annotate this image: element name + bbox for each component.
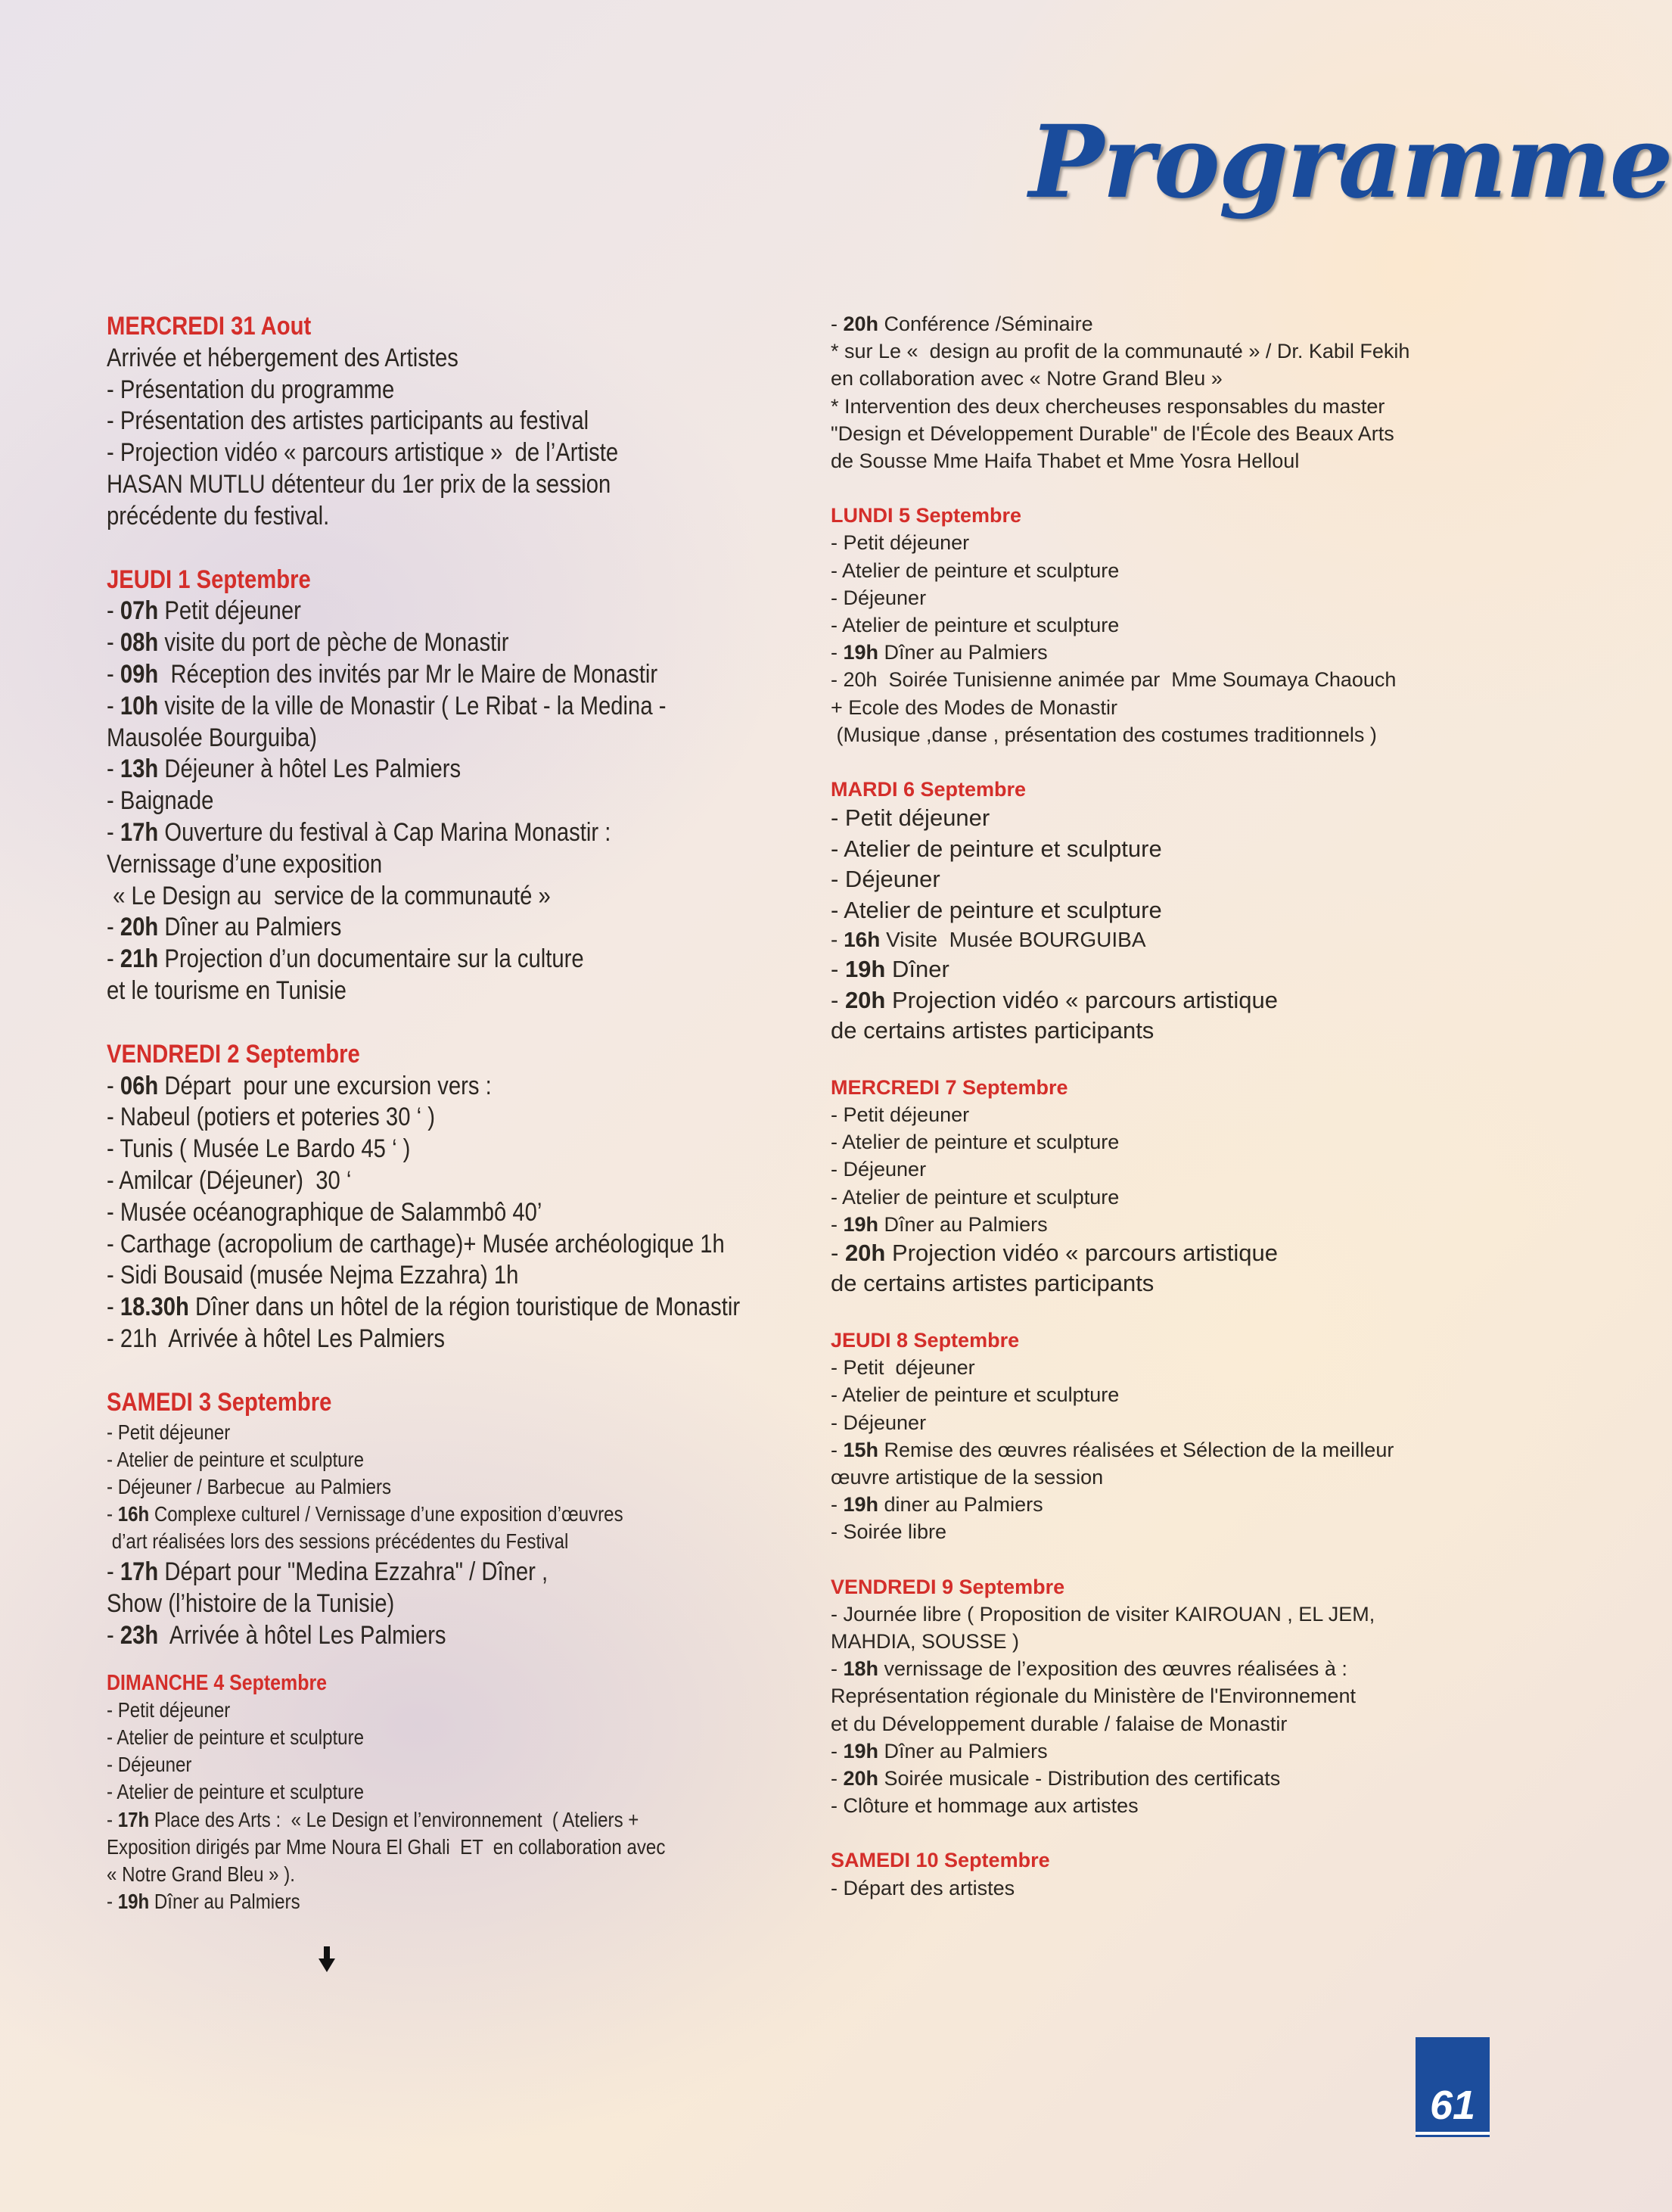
section-gap [107, 1651, 770, 1669]
line-prefix: - [107, 1557, 120, 1586]
program-line [831, 420, 1496, 447]
left-content [107, 311, 770, 1915]
program-line [107, 723, 770, 754]
right-content [831, 310, 1496, 1929]
program-line [107, 849, 770, 881]
day-heading: LUNDI 5 Septembre [831, 504, 1022, 527]
line-text: - Déjeuner [107, 1753, 192, 1777]
line-text: - Sidi Bousaid (musée Nejma Ezzahra) 1h [107, 1261, 519, 1290]
section-gap [107, 533, 770, 565]
program-line [107, 1834, 770, 1861]
program-line [107, 1473, 770, 1501]
program-line [107, 1724, 770, 1751]
line-text: Visite Musée BOURGUIBA [880, 928, 1146, 952]
program-line [831, 1792, 1496, 1819]
day-heading: DIMANCHE 4 Septembre [107, 1670, 328, 1695]
program-line [831, 1409, 1496, 1436]
line-time: 19h [843, 1212, 879, 1236]
line-text: Exposition dirigés par Mme Noura El Ghali ET en collaboration avec [107, 1834, 666, 1859]
program-line [831, 1655, 1496, 1682]
page-number: 61 [1429, 2083, 1476, 2128]
line-time: 17h [117, 1807, 150, 1831]
program-line [107, 1260, 770, 1292]
line-text: œuvre artistique de la session [831, 1465, 1104, 1489]
line-text: - Déjeuner / Barbecue au Palmiers [107, 1474, 392, 1498]
line-text: - Déjeuner [831, 866, 940, 893]
line-time: 19h [117, 1890, 150, 1914]
line-time: 21h [120, 944, 159, 974]
program-line [107, 1588, 770, 1619]
program-line [831, 1016, 1496, 1047]
program-line [831, 1601, 1496, 1628]
line-text: de certains artistes participants [831, 1017, 1155, 1044]
line-prefix: - [831, 1493, 844, 1517]
program-line [831, 365, 1496, 392]
program-line [831, 1874, 1496, 1902]
line-text: * sur Le « design au profit de la communauté » / Dr. Kabil Fekih [831, 340, 1410, 363]
day-heading: MARDI 6 Septembre [831, 778, 1027, 801]
right-column [831, 310, 1496, 1929]
line-text: d’art réalisées lors des sessions précédentes du Festival [107, 1529, 569, 1554]
line-prefix: - [831, 641, 844, 664]
line-text: et le tourisme en Tunisie [107, 975, 347, 1005]
line-prefix: - [107, 913, 120, 942]
line-text: - Amilcar (Déjeuner) 30 ‘ [107, 1165, 352, 1195]
program-line [107, 944, 770, 975]
line-time: 16h [117, 1502, 150, 1526]
line-text: - Petit déjeuner [107, 1697, 231, 1722]
line-prefix: - [107, 754, 120, 784]
page-title [1029, 91, 1672, 235]
program-line [831, 1238, 1496, 1269]
line-prefix: - [831, 928, 844, 952]
program-line [831, 1518, 1496, 1545]
line-text: (Musique ,danse , présentation des costumes traditionnels ) [831, 723, 1377, 746]
line-prefix: - [107, 659, 120, 689]
line-text: - Petit déjeuner [107, 1420, 231, 1444]
line-prefix: - [107, 817, 120, 847]
program-line [831, 954, 1496, 985]
line-text: - Clôture et hommage aux artistes [831, 1794, 1139, 1818]
line-text: Projection vidéo « parcours artistique [885, 986, 1279, 1013]
program-line [107, 1134, 770, 1165]
program-line [107, 375, 770, 406]
day-heading: MERCREDI 7 Septembre [831, 1075, 1068, 1099]
program-line [831, 1354, 1496, 1381]
section-gap [831, 1902, 1496, 1929]
day-heading: SAMEDI 10 Septembre [831, 1849, 1050, 1872]
line-time: 16h [844, 928, 881, 952]
line-text: - Musée océanographique de Salammbô 40’ [107, 1197, 542, 1227]
line-text: Représentation régionale du Ministère de l'Environnement [831, 1685, 1357, 1708]
section-gap [831, 1047, 1496, 1074]
program-line [831, 1628, 1496, 1655]
line-text: - Atelier de peinture et sculpture [831, 1131, 1120, 1154]
line-prefix: - [107, 691, 120, 720]
program-line [107, 1888, 770, 1915]
line-prefix: - [107, 1620, 120, 1650]
program-line [831, 1184, 1496, 1211]
line-text: diner au Palmiers [878, 1493, 1043, 1517]
line-text: - Atelier de peinture et sculpture [107, 1447, 364, 1471]
line-prefix: - [831, 1438, 844, 1461]
line-text: Place des Arts : « Le Design et l’environnement ( Ateliers + [149, 1807, 639, 1831]
section-gap [831, 748, 1496, 776]
program-line [831, 721, 1496, 748]
line-text: - Atelier de peinture et sculpture [831, 1383, 1120, 1407]
program-line [831, 1436, 1496, 1464]
line-text: Projection d’un documentaire sur la culture [158, 944, 584, 974]
section-gap [831, 474, 1496, 502]
line-prefix: - [107, 1071, 120, 1100]
line-prefix: - [107, 1807, 118, 1831]
arrow-down-icon [319, 1946, 335, 1972]
line-text: Dîner au Palmiers [878, 641, 1048, 664]
day-heading: JEUDI 8 Septembre [831, 1328, 1020, 1352]
line-text: - 20h Soirée Tunisienne animée par Mme Soumaya Chaouch [831, 668, 1397, 692]
line-text: Dîner au Palmiers [878, 1212, 1048, 1236]
section-gap [831, 1546, 1496, 1573]
program-line [107, 912, 770, 944]
program-line [107, 691, 770, 723]
section-gap [831, 1819, 1496, 1846]
program-line [831, 1101, 1496, 1128]
line-text: - Présentation des artistes participants au festival [107, 406, 589, 436]
program-line [831, 584, 1496, 611]
program-line [831, 803, 1496, 834]
line-text: "Design et Développement Durable" de l'École des Beaux Arts [831, 422, 1394, 445]
program-line [831, 1211, 1496, 1238]
program-line [107, 1102, 770, 1134]
program-line [107, 596, 770, 627]
day-heading: JEUDI 1 Septembre [107, 565, 311, 594]
program-line [831, 895, 1496, 926]
page-number-underline [1416, 2132, 1490, 2135]
line-text: + Ecole des Modes de Monastir [831, 695, 1117, 719]
program-line [831, 1710, 1496, 1738]
line-text: Départ pour "Medina Ezzahra" / Dîner , [158, 1557, 549, 1586]
line-time: 19h [844, 956, 886, 983]
program-line [831, 1491, 1496, 1518]
line-text: Show (l’histoire de la Tunisie) [107, 1588, 395, 1618]
section-gap [107, 1007, 770, 1039]
program-line [831, 447, 1496, 474]
program-line [107, 817, 770, 849]
line-text: - Départ des artistes [831, 1876, 1015, 1899]
line-prefix: - [107, 944, 120, 974]
line-text: de certains artistes participants [831, 1270, 1155, 1297]
line-text: Projection vidéo « parcours artistique [885, 1239, 1279, 1266]
line-text: Arrivée et hébergement des Artistes [107, 343, 458, 372]
line-prefix: - [831, 1739, 844, 1762]
program-line [107, 1292, 770, 1324]
line-prefix: - [107, 1293, 120, 1322]
line-time: 23h [120, 1620, 159, 1650]
line-text: Dîner dans un hôtel de la région touristique de Monastir [188, 1293, 741, 1322]
line-text: Vernissage d’une exposition [107, 849, 383, 879]
line-time: 20h [843, 313, 879, 335]
line-text: visite du port de pèche de Monastir [158, 628, 509, 658]
program-line [831, 1156, 1496, 1183]
line-time: 18h [843, 1657, 879, 1681]
line-text: - Atelier de peinture et sculpture [831, 1185, 1120, 1209]
line-time: 19h [843, 641, 879, 664]
line-text: - Atelier de peinture et sculpture [831, 896, 1162, 923]
line-time: 15h [843, 1438, 879, 1461]
program-line [831, 834, 1496, 865]
program-line [107, 1446, 770, 1473]
line-text: - Atelier de peinture et sculpture [107, 1725, 364, 1749]
line-text: précédente du festival. [107, 501, 330, 530]
line-text: de Sousse Mme Haifa Thabet et Mme Yosra Helloul [831, 450, 1300, 473]
program-line [107, 1229, 770, 1261]
line-prefix: - [831, 1239, 845, 1266]
program-line [107, 1806, 770, 1834]
program-line [831, 1268, 1496, 1299]
program-line [831, 1464, 1496, 1491]
program-line [107, 437, 770, 469]
line-time: 08h [120, 628, 159, 658]
line-text: HASAN MUTLU détenteur du 1er prix de la session [107, 469, 611, 499]
line-time: 19h [843, 1493, 879, 1517]
program-line [831, 666, 1496, 693]
program-line [831, 1682, 1496, 1710]
line-text: - Soirée libre [831, 1520, 947, 1544]
line-text: - Nabeul (potiers et poteries 30 ‘ ) [107, 1103, 435, 1132]
line-text: Mausolée Bourguiba) [107, 723, 317, 752]
line-text: - Présentation du programme [107, 375, 395, 404]
line-time: 20h [844, 986, 886, 1013]
line-time: 17h [120, 817, 159, 847]
line-text: Soirée musicale - Distribution des certificats [878, 1767, 1281, 1790]
line-text: - Baignade [107, 786, 214, 816]
day-heading: MERCREDI 31 Aout [107, 312, 312, 341]
program-line [107, 786, 770, 817]
line-text: Conférence /Séminaire [878, 313, 1093, 335]
line-time: 20h [120, 913, 159, 942]
program-line [831, 529, 1496, 556]
line-text: « Notre Grand Bleu » ). [107, 1862, 295, 1886]
line-text: Déjeuner à hôtel Les Palmiers [158, 754, 462, 784]
line-text: - Petit déjeuner [831, 531, 970, 555]
program-line [107, 1778, 770, 1806]
line-text: - Tunis ( Musée Le Bardo 45 ‘ ) [107, 1134, 411, 1164]
line-time: 09h [120, 659, 159, 689]
program-line [831, 611, 1496, 639]
line-text: - Petit déjeuner [831, 804, 990, 832]
program-line [107, 1861, 770, 1888]
line-text: - Déjeuner [831, 1411, 927, 1434]
program-line [107, 1619, 770, 1651]
line-text: - Atelier de peinture et sculpture [831, 835, 1162, 862]
program-line [831, 393, 1496, 420]
program-line [831, 694, 1496, 721]
program-line [107, 1071, 770, 1103]
program-line [107, 1419, 770, 1446]
line-text: - Carthage (acropolium de carthage)+ Musée archéologique 1h [107, 1229, 725, 1258]
line-prefix: - [831, 956, 845, 983]
program-line [831, 310, 1496, 338]
line-prefix: - [107, 628, 120, 658]
line-text: « Le Design au service de la communauté » [107, 881, 551, 910]
line-text: - 21h Arrivée à hôtel Les Palmiers [107, 1324, 445, 1353]
section-gap [107, 1355, 770, 1387]
line-text: Dîner au Palmiers [878, 1739, 1048, 1762]
program-line [107, 1697, 770, 1724]
line-text: Départ pour une excursion vers : [158, 1071, 492, 1100]
line-text: - Journée libre ( Proposition de visiter KAIROUAN , EL JEM, [831, 1602, 1375, 1626]
program-line [831, 864, 1496, 895]
line-text: visite de la ville de Monastir ( Le Ribat - la Medina - [158, 691, 667, 720]
program-line [831, 557, 1496, 584]
line-text: Dîner [885, 956, 949, 983]
program-line [107, 469, 770, 501]
day-heading: VENDREDI 9 Septembre [831, 1575, 1065, 1598]
line-prefix: - [831, 986, 845, 1013]
program-line [831, 985, 1496, 1016]
day-heading: SAMEDI 3 Septembre [107, 1387, 332, 1417]
program-line [831, 1738, 1496, 1765]
program-line [107, 1501, 770, 1528]
line-text: Réception des invités par Mr le Maire de Monastir [158, 659, 658, 689]
program-line [107, 1165, 770, 1197]
line-text: Remise des œuvres réalisées et Sélection de la meilleur [878, 1438, 1394, 1461]
line-prefix: - [107, 1502, 118, 1526]
line-text: Ouverture du festival à Cap Marina Monastir : [158, 817, 611, 847]
line-text: - Atelier de peinture et sculpture [831, 558, 1120, 582]
program-line [107, 1556, 770, 1588]
line-text: Petit déjeuner [158, 596, 301, 626]
program-line [831, 639, 1496, 666]
program-line [107, 627, 770, 659]
program-line [831, 1765, 1496, 1792]
line-text: - Petit déjeuner [831, 1103, 970, 1126]
line-prefix: - [107, 1890, 118, 1914]
program-line [831, 1381, 1496, 1408]
line-text: - Atelier de peinture et sculpture [107, 1780, 364, 1804]
line-time: 06h [120, 1071, 159, 1100]
line-text: MAHDIA, SOUSSE ) [831, 1630, 1020, 1653]
line-time: 20h [843, 1767, 879, 1790]
program-line [107, 754, 770, 786]
program-line [107, 1751, 770, 1778]
program-line [107, 501, 770, 533]
line-time: 19h [843, 1739, 879, 1762]
program-line [107, 1324, 770, 1355]
line-prefix: - [831, 313, 844, 335]
line-text: Dîner au Palmiers [158, 913, 342, 942]
line-prefix: - [831, 1212, 844, 1236]
line-prefix: - [831, 1657, 844, 1681]
line-text: - Atelier de peinture et sculpture [831, 614, 1120, 637]
section-gap [831, 1299, 1496, 1327]
line-text: - Déjeuner [831, 586, 927, 609]
line-text: et du Développement durable / falaise de Monastir [831, 1712, 1288, 1735]
line-text: - Projection vidéo « parcours artistique » de l’Artiste [107, 438, 619, 468]
line-time: 17h [120, 1557, 159, 1586]
line-time: 07h [120, 596, 159, 626]
left-column [107, 311, 772, 1915]
line-text: en collaboration avec « Notre Grand Bleu » [831, 367, 1223, 390]
line-time: 20h [844, 1239, 886, 1266]
line-time: 18.30h [120, 1293, 189, 1322]
line-text: * Intervention des deux chercheuses responsables du master [831, 394, 1385, 418]
program-line [831, 338, 1496, 365]
line-text: Dîner au Palmiers [149, 1890, 300, 1914]
program-line [107, 1197, 770, 1229]
line-time: 13h [120, 754, 159, 784]
program-line [831, 926, 1496, 954]
line-prefix: - [831, 1767, 844, 1790]
day-heading: VENDREDI 2 Septembre [107, 1039, 360, 1069]
line-prefix: - [107, 596, 120, 626]
program-line [831, 1128, 1496, 1156]
line-text: vernissage de l’exposition des œuvres réalisées à : [878, 1657, 1347, 1681]
line-text: Complexe culturel / Vernissage d’une exposition d’œuvres [149, 1502, 623, 1526]
program-line [107, 343, 770, 375]
line-text: - Petit déjeuner [831, 1356, 975, 1380]
line-text: - Déjeuner [831, 1158, 927, 1181]
program-line [107, 1528, 770, 1555]
program-line [107, 406, 770, 437]
page-title-text: Programme [1029, 104, 1672, 221]
program-line [107, 881, 770, 913]
program-line [107, 975, 770, 1007]
line-text: Arrivée à hôtel Les Palmiers [158, 1620, 446, 1650]
line-time: 10h [120, 691, 159, 720]
program-line [107, 659, 770, 691]
